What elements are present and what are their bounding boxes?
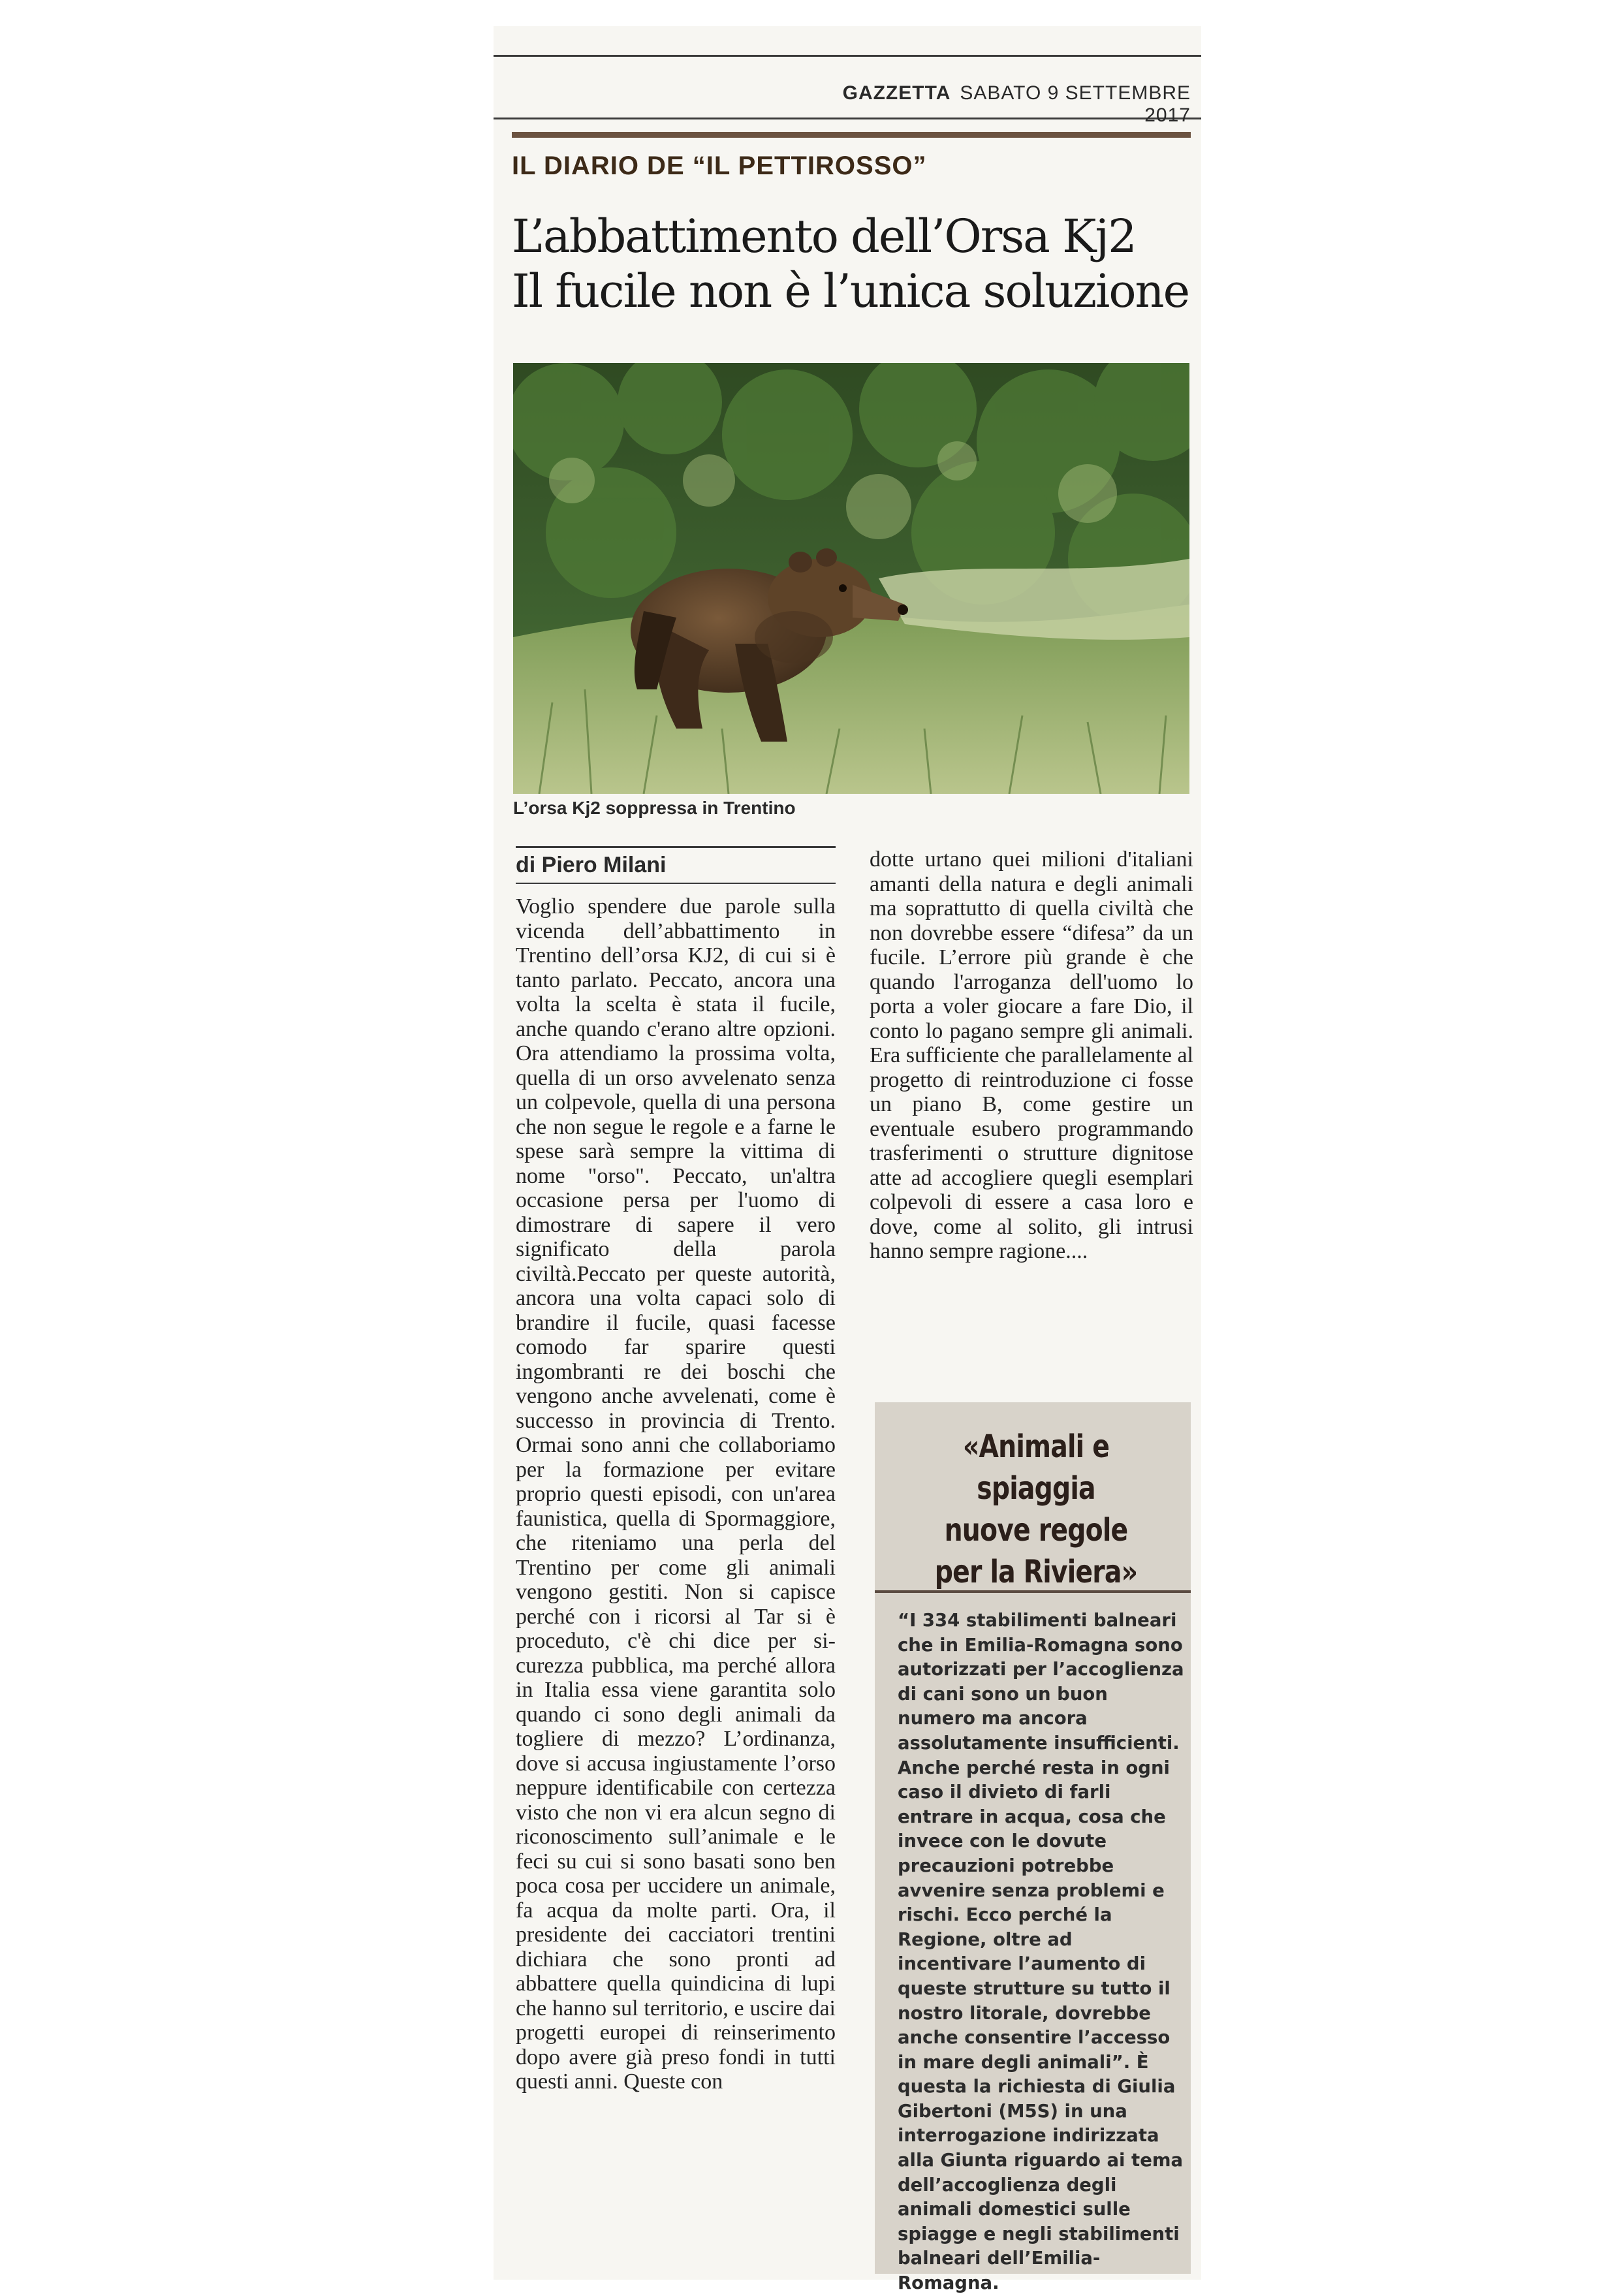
byline-rule-top	[516, 846, 836, 848]
headline-line-1: L’abbattimento dell’Orsa Kj2	[512, 210, 1136, 263]
bear-illustration	[513, 363, 1189, 794]
sidebar-title-line-2: nuove regole	[944, 1512, 1128, 1549]
photo-caption: L’orsa Kj2 soppressa in Trentino	[513, 798, 796, 818]
sidebar-title	[916, 1426, 1157, 1593]
top-rule	[494, 55, 1201, 57]
section-kicker: IL DIARIO DE “IL PETTIROSSO”	[512, 151, 927, 180]
section-bar	[512, 132, 1191, 138]
sidebar-body: “I 334 stabilimenti balneari che in Emilia-Romagna sono autorizzati per l’accoglienza di cani sono un buon numero ma ancora assolutamente insufficienti. Anche perché resta in ogni caso il divieto di farli entrare in acqua, cosa che invece con le dovute precauzioni potrebbe avvenire senza problemi e rischi. Ecco perché la Regione, oltre ad incentivare l’aumento di queste strutture su tutto il nostro litorale, dovrebbe anche consentire l’accesso in mare degli animali”. È questa la richiesta di Giulia Gibertoni (M5S) in una interrogazione indirizzata alla Giunta riguardo ai tema dell’accoglienza degli animali domestici sulle spiagge e negli stabilimenti balneari dell’Emilia-Romagna.	[898, 1610, 1184, 2294]
masthead	[799, 82, 1191, 127]
headline	[512, 209, 1191, 319]
bear-photo	[513, 363, 1189, 794]
sidebar-title-line-1: «Animali e spiaggia	[962, 1428, 1110, 1507]
newspaper-name: GAZZETTA	[842, 82, 951, 104]
headline-line-2: Il fucile non è l’unica soluzione	[512, 264, 1189, 318]
article-column-right: dotte urtano quei milioni d'italiani amanti della natura e degli animali ma soprattutto di quella civiltà che non dovrebbe essere “difesa” da un fucile. L’errore più grande è che quando l'arroganza dell'uomo lo porta a voler giocare a fare Dio, il conto lo pagano sempre gli animali. Era sufficiente che parallelamente al progetto di reintroduzione ci fosse un piano B, come gestire un eventuale esubero programmando trasferimenti o strutture dignitose atte ad accogliere quegli esemplari colpevoli di essere a casa loro e dove, come al solito, gli intrusi hanno sempre ragione....	[870, 847, 1193, 1263]
sidebar-title-line-3: per la Riviera»	[934, 1554, 1138, 1590]
byline: di Piero Milani	[516, 853, 667, 877]
byline-rule-bottom	[516, 883, 836, 884]
article-column-left: Voglio spendere due parole sulla vicenda dell’abbattimento in Trentino dell’orsa KJ2, di cui si è tanto parlato. Peccato, ancora una volta la scelta è stata il fucile, anche quando c'erano altre opzioni. Ora attendiamo la prossima volta, quella di un orso avvelenato senza un colpevole, quella di una persona che non segue le regole e a farne le spese sarà sempre la vittima di nome "orso". Peccato, un'altra occasione persa per l'uomo di dimostrare di sapere il vero significato della parola civiltà.Peccato per queste autorità, ancora una volta capaci solo di brandire il fucile, quasi facesse comodo far sparire questi ingombranti re dei boschi che vengono anche avvelenati, come è successo in provincia di Trento. Ormai sono anni che collaboriamo per la formazione per evitare proprio questi episodi, con un'area faunistica, quella di Spormaggiore, che riteniamo una perla del Trentino per come gli animali vengono gestiti. Non si capisce perché con i ricorsi al Tar si è proceduto, c'è chi dice per sicurezza pubblica, ma perché allora in Italia essa viene garantita solo quando ci sono degli animali da togliere di mezzo? L’ordinanza, dove si accusa ingiustamente l’orso neppure identificabile con certezza visto che non vi era alcun segno di riconoscimento sull’animale e le feci su cui si sono basati sono ben poca cosa per uccidere un animale, fa acqua da molte parti. Ora, il presidente dei cacciatori trentini dichiara che sono pronti ad abbattere quella quindicina di lupi che hanno sul territorio, e uscire dai progetti europei di reinserimento dopo avere già preso fondi in tutti questi anni. Queste con	[516, 894, 836, 2094]
sidebar-title-rule	[875, 1590, 1191, 1593]
issue-date: SABATO 9 SETTEMBRE 2017	[960, 82, 1191, 126]
